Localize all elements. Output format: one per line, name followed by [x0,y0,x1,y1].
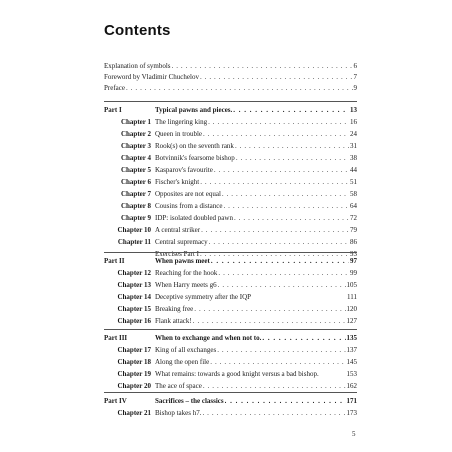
chapter-number: Chapter 11 [117,238,151,246]
toc-entry-label: Preface [104,84,125,92]
chapter-page: 38 [350,154,357,162]
chapter-number: Chapter 13 [117,281,151,289]
chapter-title: Deceptive symmetry after the IQP [155,293,252,301]
chapter-page: 72 [350,214,357,222]
dot-leader [203,128,349,140]
chapter-page: 111 [347,293,357,301]
dot-leader [222,188,349,200]
chapter-number: Chapter 9 [120,214,151,222]
dot-leader [126,83,353,94]
dot-leader [201,224,349,236]
chapter-title: Reaching for the hook [155,269,218,277]
dot-leader [194,303,345,315]
dot-leader [218,279,346,291]
dot-leader [218,267,349,279]
chapter-entry [104,116,357,128]
chapter-number: Chapter 14 [117,293,151,301]
page-title: Contents [104,22,171,39]
section-divider [104,252,357,253]
entry-line [155,303,357,315]
chapter-page: 58 [350,190,357,198]
chapter-number: Chapter 16 [117,317,151,325]
dot-leader [262,332,345,344]
chapter-entry [104,344,357,356]
part-heading [104,332,357,344]
dot-leader [234,212,349,224]
chapter-title: What remains: towards a good knight versus a bad bishop. [155,370,319,378]
entry-line [155,188,357,200]
chapter-title: Rook(s) on the seventh rank [155,142,234,150]
dot-leader [210,356,345,368]
chapter-title: A central striker [155,226,201,234]
section-divider [104,329,357,330]
entry-line [155,356,357,368]
chapter-page: 31 [350,142,357,150]
dot-leader [202,407,345,419]
chapter-page: 99 [350,269,357,277]
chapter-page: 145 [346,358,357,366]
dot-leader [223,200,349,212]
chapter-entry [104,291,357,303]
part-number: Part III [104,334,128,342]
chapter-page: 51 [350,178,357,186]
part-page: 171 [346,397,357,405]
chapter-entry [104,200,357,212]
chapter-page: 162 [346,382,357,390]
chapter-number: Chapter 10 [117,226,151,234]
dot-leader [236,152,349,164]
part-title: Typical pawns and pieces. [155,106,233,114]
chapter-number: Chapter 21 [117,409,151,417]
chapter-entry [104,407,357,419]
part-heading [104,395,357,407]
dot-leader [214,164,349,176]
chapter-page: 93 [350,250,357,258]
dot-leader [203,380,346,392]
dot-leader [172,61,353,72]
chapter-title: IDP: isolated doubled pawn [155,214,233,222]
chapter-title: The lingering king [155,118,208,126]
toc-entry-label: Foreword by Vladimir Chuchelov [104,73,199,81]
chapter-number: Chapter 5 [120,166,151,174]
chapter-title: Along the open file [155,358,210,366]
chapter-entry [104,164,357,176]
chapter-entry [104,303,357,315]
chapter-page: 24 [350,130,357,138]
chapter-number: Chapter 19 [117,370,151,378]
entry-line [155,291,357,303]
section-divider [104,392,357,393]
section-divider [104,101,357,102]
chapter-entry [104,212,357,224]
chapter-entry [104,279,357,291]
entry-line [155,164,357,176]
part-title: Sacrifices – the classics [155,397,224,405]
chapter-number: Chapter 6 [120,178,151,186]
chapter-entry [104,128,357,140]
chapter-title: Opposites are not equal [155,190,221,198]
toc-entry-page: 7 [353,73,357,81]
dot-leader [211,255,349,267]
chapter-entry [104,315,357,327]
dot-leader [200,176,349,188]
chapter-title: Breaking free [155,305,194,313]
part-title: When pawns meet [155,257,210,265]
chapter-page: 44 [350,166,357,174]
chapter-page: 105 [346,281,357,289]
dot-leader [193,315,346,327]
dot-leader [233,104,349,116]
chapter-number: Chapter 4 [120,154,151,162]
entry-line [155,176,357,188]
part-section [104,332,357,392]
chapter-page: 173 [346,409,357,417]
chapter-number: Chapter 7 [120,190,151,198]
page-number: 5 [352,430,356,438]
chapter-entry [104,140,357,152]
toc-entry-page: 6 [353,62,357,70]
chapter-title: Fischer's knight [155,178,200,186]
chapter-entry [104,224,357,236]
chapter-title: Cousins from a distance [155,202,223,210]
part-heading [104,104,357,116]
toc-entry [104,72,357,83]
part-section [104,255,357,327]
front-matter-list [104,61,357,94]
part-number: Part II [104,257,125,265]
chapter-number: Chapter 3 [120,142,151,150]
dot-leader [209,236,349,248]
toc-entry [104,61,357,72]
toc-entry-page: 9 [353,84,357,92]
entry-line [155,255,357,267]
chapter-entry [104,356,357,368]
chapter-number: Chapter 2 [120,130,151,138]
toc-entry [104,83,357,94]
chapter-number: Chapter 8 [120,202,151,210]
entry-line [155,128,357,140]
entry-line [155,200,357,212]
entry-line [155,279,357,291]
chapter-page: 127 [346,317,357,325]
entry-line [155,116,357,128]
chapter-title: When Harry meets g6 [155,281,217,289]
chapter-title: The ace of space [155,382,202,390]
entry-line [155,407,357,419]
chapter-entry [104,176,357,188]
entry-line [155,224,357,236]
part-heading [104,255,357,267]
part-title: When to exchange and when not to. [155,334,262,342]
part-page: 135 [346,334,357,342]
chapter-entry [104,267,357,279]
entry-line [155,212,357,224]
chapter-page: 120 [346,305,357,313]
chapter-title: Central supremacy [155,238,208,246]
chapter-entry [104,380,357,392]
chapter-page: 16 [350,118,357,126]
entry-line [155,236,357,248]
chapter-page: 79 [350,226,357,234]
entry-line [155,380,357,392]
chapter-entry [104,236,357,248]
part-number: Part IV [104,397,127,405]
toc-entry-label: Explanation of symbols [104,62,171,70]
dot-leader [208,116,349,128]
entry-line [155,368,357,380]
chapter-entry [104,152,357,164]
entry-line [155,395,357,407]
chapter-number: Chapter 15 [117,305,151,313]
entry-line [155,152,357,164]
chapter-title: Flank attack! [155,317,192,325]
chapter-page: 86 [350,238,357,246]
part-page: 97 [350,257,357,265]
chapter-title: Kasparov's favourite [155,166,213,174]
chapter-entry [104,368,357,380]
chapter-title: King of all exchanges [155,346,217,354]
chapter-number: Chapter 17 [117,346,151,354]
chapter-page: 137 [346,346,357,354]
dot-leader [217,344,345,356]
entry-line [155,332,357,344]
chapter-entry [104,188,357,200]
entry-line [155,140,357,152]
chapter-number: Chapter 12 [117,269,151,277]
chapter-number: Chapter 20 [117,382,151,390]
chapter-page: 64 [350,202,357,210]
chapter-number: Chapter 18 [117,358,151,366]
dot-leader [235,140,349,152]
entry-line [155,315,357,327]
entry-line [155,267,357,279]
dot-leader [225,395,346,407]
part-section [104,395,357,419]
part-number: Part I [104,106,122,114]
chapter-title: Exercises Part I [155,250,199,258]
entry-line [155,344,357,356]
chapter-title: Botvinnik's fearsome bishop [155,154,235,162]
part-section [104,104,357,260]
dot-leader [200,72,353,83]
chapter-page: 153 [346,370,357,378]
chapter-number: Chapter 1 [120,118,151,126]
entry-line [155,104,357,116]
chapter-title: Queen in trouble [155,130,203,138]
chapter-title: Bishop takes h7. [155,409,202,417]
part-page: 13 [350,106,357,114]
